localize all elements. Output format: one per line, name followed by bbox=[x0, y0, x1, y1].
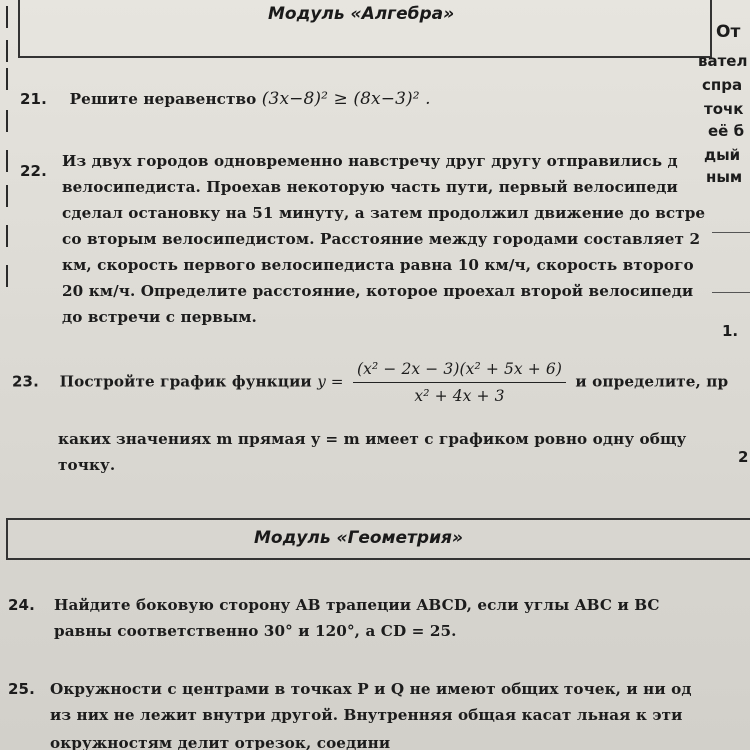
sidebar-text-8: 1. bbox=[722, 322, 739, 340]
task-22-line-4: со вторым велосипедистом. Расстояние между городами составляет 2 bbox=[62, 230, 701, 248]
task-number: 25. bbox=[8, 680, 35, 698]
task-22-line-3: сделал остановку на 51 минуту, а затем продолжил движение до встре bbox=[62, 204, 706, 222]
function-fraction bbox=[353, 358, 566, 407]
task-text: Постройте график функции bbox=[59, 372, 312, 391]
fraction-numerator: (x² − 2x − 3)(x² + 5x + 6) bbox=[353, 358, 566, 383]
task-22 bbox=[20, 158, 47, 184]
task-number: 24. bbox=[8, 596, 35, 614]
task-21 bbox=[20, 86, 431, 112]
task-23-line-3: точку. bbox=[58, 456, 116, 474]
fraction-denominator: x² + 4x + 3 bbox=[414, 387, 505, 405]
task-25-line-3: окружностям делит отрезок, соедини bbox=[50, 734, 391, 750]
sidebar-text-2: вател bbox=[698, 52, 748, 70]
task-number: 21. bbox=[20, 90, 47, 108]
task-25-line-1: Окружности с центрами в точках P и Q не имеют общих точек, и ни од bbox=[50, 680, 692, 698]
algebra-module-title: Модуль «Алгебра» bbox=[268, 4, 455, 24]
sidebar-text-9: 2 bbox=[738, 448, 749, 466]
task-23-line-2: каких значениях m прямая y = m имеет с графиком ровно одну общу bbox=[58, 430, 687, 448]
task-text: Решите неравенство bbox=[69, 90, 257, 108]
task-22-line-7: до встречи с первым. bbox=[62, 308, 257, 326]
task-number: 23. bbox=[12, 372, 39, 391]
binding-marks bbox=[0, 0, 12, 500]
task-22-line-2: велосипедиста. Проехав некоторую часть пути, первый велосипеди bbox=[62, 178, 678, 196]
task-25 bbox=[8, 676, 35, 702]
function-lhs: y = bbox=[317, 372, 344, 391]
sidebar-text-6: дый bbox=[704, 146, 741, 164]
sidebar-text-7: ным bbox=[706, 168, 743, 186]
sidebar-text-4: точк bbox=[704, 100, 744, 118]
task-22-line-6: 20 км/ч. Определите расстояние, которое проехал второй велосипеди bbox=[62, 282, 694, 300]
task-number: 22. bbox=[20, 162, 47, 180]
task-22-line-1: Из двух городов одновременно навстречу друг другу отправились д bbox=[62, 152, 678, 170]
answer-line-1 bbox=[712, 232, 750, 233]
inequality-expression: (3x−8)² ≥ (8x−3)² . bbox=[261, 89, 431, 109]
task-25-line-2: из них не лежит внутри другой. Внутренняя общая касат льная к эти bbox=[50, 706, 683, 724]
sidebar-text-5: её б bbox=[708, 122, 745, 140]
task-24-line-2: равны соответственно 30° и 120°, а CD = 25. bbox=[54, 622, 457, 640]
geometry-module-title: Модуль «Геометрия» bbox=[254, 528, 463, 548]
answer-line-2 bbox=[712, 292, 750, 293]
sidebar-text-3: спра bbox=[702, 76, 743, 94]
task-23 bbox=[12, 358, 728, 407]
task-24-line-1: Найдите боковую сторону AB трапеции ABCD, если углы ABC и BC bbox=[54, 596, 660, 614]
task-24 bbox=[8, 592, 35, 618]
task-text-suffix: и определите, пр bbox=[575, 372, 729, 391]
sidebar-text-1: От bbox=[716, 22, 741, 42]
task-22-line-5: км, скорость первого велосипедиста равна 10 км/ч, скорость второго bbox=[62, 256, 694, 274]
